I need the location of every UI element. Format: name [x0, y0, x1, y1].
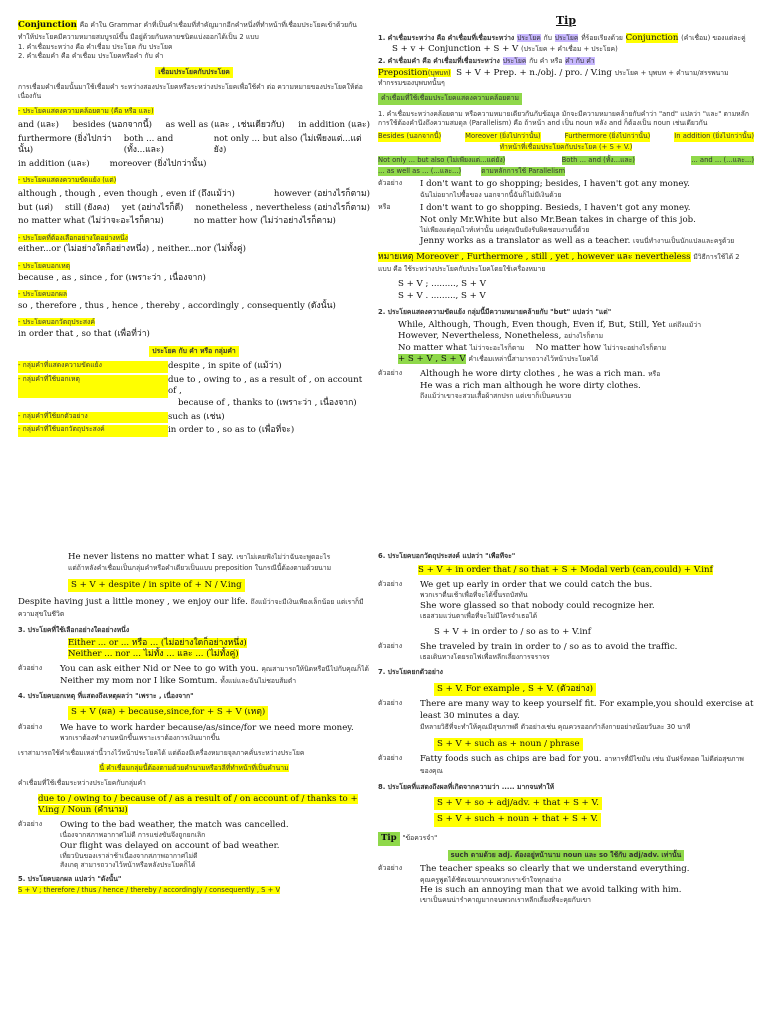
group-4-label: - ประโยคบอกเหตุ: [18, 262, 71, 270]
tip-1: 1. คำเชื่อมระหว่าง คือ คำเชื่อมที่เชื่อมระหว่าง ประโยค กับ ประโยค ที่ร้อยเรียงด้วย Conjunction (คำเชื่อม) ของแต่ละคู่: [378, 32, 746, 43]
sv-2: S + V . ........., S + V: [398, 290, 486, 301]
tip-2: 2. คำเชื่อมคำ คือ คำเชื่อมที่เชื่อมระหว่าง ประโยค กับ คำ หรือ คำ กับ คำ: [378, 57, 595, 66]
group-1-line-2: furthermore (ยิ่งไปกว่านั้น) both ... and (ทั้ง...และ) not only ... but also (ไม่เพียงแต่...แต่ยัง): [18, 133, 362, 156]
formula-so: S + V ; therefore / thus / hence / thereby / accordingly / consequently , S + V: [18, 885, 281, 894]
section-1-text: 1. คำเชื่อมระหว่างคล้อยตาม หรือความหมายเดียวกันกับข้อมูล มักจะมีความหมายคล้ายกับคำว่า "and" แปลว่า "และ" ตามหลักการใช้ต้องคำนึงถึงความสมดุล (Parallelism) คือ ถ้าหน้า and เป็น noun หลัง and ก็ต้องเป็น noun เช่นเดียวกัน: [378, 109, 749, 128]
formula-8a: S + V + so + adj/adv. + that + S + V.: [434, 797, 602, 811]
but-line-4: + S + V , S + V คำเชื่อมเหล่านี้สามารถวางไว้หน้าประโยคได้: [398, 354, 599, 365]
section-8-title: 8. ประโยคที่แสดงถึงผลที่เกิดจากความว่า ..... มากจนทำให้: [378, 782, 555, 791]
green-heading: คำเชื่อมที่ใช้เชื่อมประโยคแสดงความคล้อยตาม: [378, 93, 522, 104]
neither-nor: Neither ... nor ... ไม่ทั้ง ... และ ... (ไม่ทั้งคู่): [68, 649, 239, 660]
intro-term: Conjunction: [18, 20, 77, 30]
example-dueto: ตัวอย่าง Owing to the bad weather, the match was cancelled. เนื่องจากสภาพอากาศไม่ดี การแข่งขันจึงถูกยกเลิก Our flight was delayed on account of bad weather. เที่ยวบินของเราล่าช้าเนื่องจากสภาพอากาศไม่ดี สังเกตุ สามารถวางไว้หน้าหรือหลังประโยคก็ได้: [18, 819, 289, 870]
example-1: ตัวอย่าง I don't want to go shopping; besides, I haven't got any money. ฉันไม่อยากไปซื้อของ นอกจากนี้ฉันก็ไม่มีเงินด้วย: [378, 179, 690, 200]
green-note: นี้ คำเชื่อมกลุ่มนี้ต้องตามด้วยคำนามหรือวลีที่ทำหน้าที่เป็นคำนาม: [99, 763, 289, 772]
phrase-row-4: - กลุ่มคำที่ใช้บอกวัตถุประสงค์ in order to , so as to (เพื่อที่จะ): [18, 425, 295, 436]
section-heading-2: ประโยค กับ คำ หรือ กลุ่มคำ: [149, 346, 238, 357]
but-line-1: While, Although, Though, Even though, Even if, But, Still, Yet แต่ถึงแม้ว่า: [398, 319, 702, 330]
intro-paragraph: [18, 20, 370, 43]
purpose-example-section: [378, 552, 754, 1024]
formula-6b: S + V + in order to / so as to + V.inf: [434, 627, 591, 638]
example-3: ตัวอย่าง Although he wore dirty clothes , he was a rich man. หรือ He was a rich man although he wore dirty clothes. ถึงแม้ว่าเขาจะสวมเสื้อผ้าสกปรก แต่เขาก็เป็นคนรวย: [378, 369, 661, 401]
group-6-line: in order that , so that (เพื่อที่ว่า): [18, 328, 150, 339]
either-or: Either ... or ... หรือ ... (ไม่อย่างใดก็อย่างหนึ่ง): [68, 637, 247, 648]
conjunction-intro-section: [18, 20, 370, 525]
type-2: 2. คำเชื่อมคำ คือ คำเชื่อม ประโยคหรือคำ กับ คำ: [18, 52, 164, 61]
example-2: หรือ I don't want to go shopping. Besieds, I haven't got any money. Not only Mr.White but also Mr.Bean takes in charge of this job. ไม่เพียงแต่คุณไวท์เท่านั้น แต่คุณบีนยังรับผิดชอบงานนี้ด้วย Jenny works as a translator as well as a teacher. เจนนี่ทำงานเป็นนักแปลและครูด้วย: [378, 203, 735, 246]
tip-note: Tip "ข้อควรจำ": [378, 832, 754, 846]
formula-7: S + V. For example , S + V. (ตัวอย่าง): [434, 683, 596, 697]
group-1-line-1: and (และ) besides (นอกจากนี้) as well as (และ , เช่นเดียวกับ) in addition (และ): [18, 120, 370, 131]
group-1-label: - ประโยคแสดงความคล้อยตาม (คือ หรือ และ): [18, 107, 154, 116]
example-6b: ตัวอย่าง She traveled by train in order to / so as to avoid the traffic. เธอเดินทางโดยรถไฟเพื่อหลีกเลี่ยงการจราจร: [378, 641, 678, 662]
section-heading-1: เชื่อมประโยคกับประโยค: [155, 67, 233, 78]
phrase-row-2: - กลุ่มคำที่ใช้บอกเหตุ due to , owing to , as a result of , on account of ,: [18, 374, 363, 397]
intro-text: คือ คำใน Grammar คำที่เป็นคำเชื่อมที่สำคัญมากอีกคำหนึ่งที่ทำหน้าที่เชื่อมประโยคเข้าด้วยกัน ทำให้ประโยคมีความหมายสมบูรณ์ขึ้น มีอยู่ด้วยกันหลายชนิดแบ่งออกได้เป็น 2 แบบ: [18, 21, 357, 41]
group-4-line: because , as , since , for (เพราะว่า , เนื่องจาก): [18, 272, 206, 283]
group-1-line-3: in addition (และ) moreover (ยิ่งไปกว่านั้น): [18, 158, 207, 169]
section-5-title: 5. ประโยคบอกผล แปลว่า "ดังนั้น": [18, 875, 122, 884]
nomatter-example: He never listens no matter what I say. เขาไม่เคยฟังไม่ว่าฉันจะพูดอะไร: [68, 552, 331, 562]
formula-because: S + V (ผล) + because,since,for + S + V (เหตุ): [68, 706, 268, 720]
group-5-line: so , therefore , thus , hence , thereby , accordingly , consequently (ดังนั้น): [18, 300, 336, 311]
example-7: ตัวอย่าง There are many way to keep yourself fit. For example,you should exercise at least 30 minutes a day. มีหลายวิธีที่จะทำให้คุณมีสุขภาพดี ตัวอย่างเช่น คุณควรออกกำลังกายอย่างน้อยวันละ 30 นาที: [378, 699, 754, 731]
section-3-title: 3. ประโยคที่ใช้เลือกอย่างใดอย่างหนึ่ง: [18, 625, 130, 634]
example-because: ตัวอย่าง We have to work harder because/as/since/for we need more money. พวกเราต้องทำงานหนักขึ้นเพราะเราต้องการเงินมากขึ้น: [18, 722, 354, 743]
group-2-line-2: but (แต่) still (ยังคง) yet (อย่างไรก็ดี) nonetheless , nevertheless (อย่างไรก็ตาม): [18, 202, 370, 213]
section-2-text: 2. ประโยคแสดงความขัดแย้ง กลุ่มนี้มีความหมายคล้ายกับ "but" แปลว่า "แต่": [378, 307, 612, 316]
tip-title: Tip: [555, 14, 577, 27]
formula-1: S + v + Conjunction + S + V (ประโยค + คำเชื่อม + ประโยค): [392, 44, 618, 55]
formula-6: S + V + in order that / so that + S + Modal verb (can,could) + V.inf: [418, 565, 713, 576]
formula-8b: S + V + such + noun + that + S + V.: [434, 813, 601, 827]
chips-row-2: Not only ... but also (ไม่เพียงแต่...แต่ยัง) Both ... and (ทั้ง...และ) ... and ... (...และ...): [378, 156, 754, 165]
but-line-3: No matter what ไม่ว่าจะอะไรก็ตาม No matter how ไม่ว่าจะอย่างไรก็ตาม: [398, 342, 667, 353]
tip-bar: such ตามด้วย adj. ต้องอยู่หน้านาม noun และ so ใช้กับ adj/adv. เท่านั้น: [448, 850, 685, 861]
chips-row-3: ... as well as ... (...และ...) ตามหลักการใช้ Parallelism: [378, 167, 566, 176]
example-7b: ตัวอย่าง Fatty foods such as chips are bad for you. อาหารที่มีไขมัน เช่น มันฝรั่งทอด ไม่ดีต่อสุขภาพของคุณ: [378, 754, 744, 775]
group-3-line: either...or (ไม่อย่างใดก็อย่างหนึ่ง) , neither...nor (ไม่ทั้งคู่): [18, 244, 246, 255]
formula-2-note: ทำกรรมของบุพบทนั้นๆ: [378, 79, 445, 88]
reason-result-section: [18, 552, 370, 1024]
but-line-2: However, Nevertheless, Nonetheless, อย่างไรก็ตาม: [398, 331, 604, 342]
formula-7b: S + V + such as + noun / phrase: [434, 738, 583, 752]
group-2-line-1: although , though , even though , even if (ถึงแม้ว่า) however (อย่างไรก็ตาม): [18, 189, 370, 200]
note-paragraph: หมายเหตุ Moreover , Furthermore , still , yet , however และ nevertheless มีวิธีการใช้ได้ 2 แบบ คือ ใช้ระหว่างประโยคกับประโยคโดยใช้เครื่องหมาย: [378, 252, 740, 273]
sv-1: S + V ; ........., S + V: [398, 279, 486, 290]
group-5-label: - ประโยคบอกผล: [18, 290, 68, 299]
chips-row-1: Besides (นอกจากนี้) Moreover (ยิ่งไปกว่านั้น) Furthermore (ยิ่งไปกว่านั้น) In addition (ยิ่งไปกว่านั้น): [378, 132, 754, 141]
section-desc: การเชื่อมคำเชื่อมนั้นมาใช้เชื่อมคำ ระหว่างสองประโยคหรือระหว่างประโยคเพื่อใช้คำ ต่อ ความหมายของประโยคให้ต่อเนื่องกัน: [18, 83, 363, 101]
example-6: ตัวอย่าง We get up early in order that we could catch the bus. พวกเราตื่นเช้าเพื่อที่จะได้ขึ้นรถบัสทัน She wore glassed so that nobody could recognize her. เธอสวมแว่นตาเพื่อที่จะไม่มีใครจำเธอได้: [378, 579, 655, 621]
section-6-title: 6. ประโยคบอกวัตถุประสงค์ แปลว่า "เพื่อที่จะ": [378, 552, 516, 560]
group-2-label: - ประโยคแสดงความขัดแย้ง (แต่): [18, 176, 117, 185]
chips-note: ทำหน้าที่เชื่อมประโยคกับประโยค (+ S + V.): [499, 142, 633, 151]
group-2-line-3: no matter what (ไม่ว่าจะอะไรก็ตาม) no matter how (ไม่ว่าอย่างไรก็ตาม): [18, 216, 336, 227]
tip-section: [378, 14, 754, 519]
phrase-row-2b: because of , thanks to (เพราะว่า , เนื่องจาก): [178, 397, 357, 408]
formula-despite: S + V + despite / in spite of + N / V.ing: [68, 579, 245, 593]
nomatter-note: แต่ถ้าหลังคำเชื่อมเป็นกลุ่มคำหรือคำเดียวเป็นแบบ preposition ในกรณีนี้ต้องตามด้วยนาม: [68, 563, 332, 572]
despite-example: Despite having just a little money , we enjoy our life. ถึงแม้ว่าจะมีเงินเพียงเล็กน้อย แต่เราก็มีความสุขในชีวิต: [18, 597, 364, 618]
formula-2: Preposition(บุพบท) S + V + Prep. + n./obj. / pro. / V.ing ประโยค + บุพบท + คำนาม/สรรพนาม: [378, 67, 729, 78]
phrase-note: คำเชื่อมที่ใช้เชื่อมระหว่างประโยคกับกลุ่มคำ: [18, 779, 146, 788]
section-7-title: 7. ประโยคยกตัวอย่าง: [378, 667, 444, 676]
phrase-row-3: - กลุ่มคำที่ใช้ยกตัวอย่าง such as (เช่น): [18, 411, 225, 422]
formula-dueto: due to / owing to / because of / as a result of / on account of / thanks to + V.ing / Noun (คำนาม): [38, 793, 358, 816]
section-4-title: 4. ประโยคบอกเหตุ ที่แสดงถึงเหตุผลว่า "เพราะ , เนื่องจาก": [18, 692, 194, 701]
example-8: ตัวอย่าง The teacher speaks so clearly that we understand everything. คุณครูพูดได้ชัดเจนมากจนพวกเราเข้าใจทุกอย่าง He is such an annoying man that we avoid talking with him. เขาเป็นคนน่ารำคาญมากจนพวกเราหลีกเลี่ยงที่จะคุยกับเขา: [378, 864, 690, 905]
example-either: ตัวอย่าง You can ask either Nid or Nee to go with you. คุณสามารถให้นิดหรือนีไปกับคุณก็ได้ Neither my mom nor I like Somtum. ทั้งแม่และฉันไม่ชอบส้มตำ: [18, 663, 369, 686]
group-6-label: - ประโยคบอกวัตถุประสงค์: [18, 318, 95, 327]
phrase-row-1: - กลุ่มคำที่แสดงความขัดแย้ง despite , in spite of (แม้ว่า): [18, 361, 282, 372]
group-3-label: - ประโยคที่ต้องเลือกอย่างใดอย่างหนึ่ง: [18, 233, 128, 242]
because-note: เราสามารถใช้คำเชื่อมเหล่านี้วางไว้หน้าประโยคได้ แต่ต้องมีเครื่องหมายจุลภาคคั่นระหว่างประโยค: [18, 748, 305, 757]
type-1: 1. คำเชื่อมระหว่าง คือ คำเชื่อม ประโยค กับ ประโยค: [18, 43, 173, 52]
